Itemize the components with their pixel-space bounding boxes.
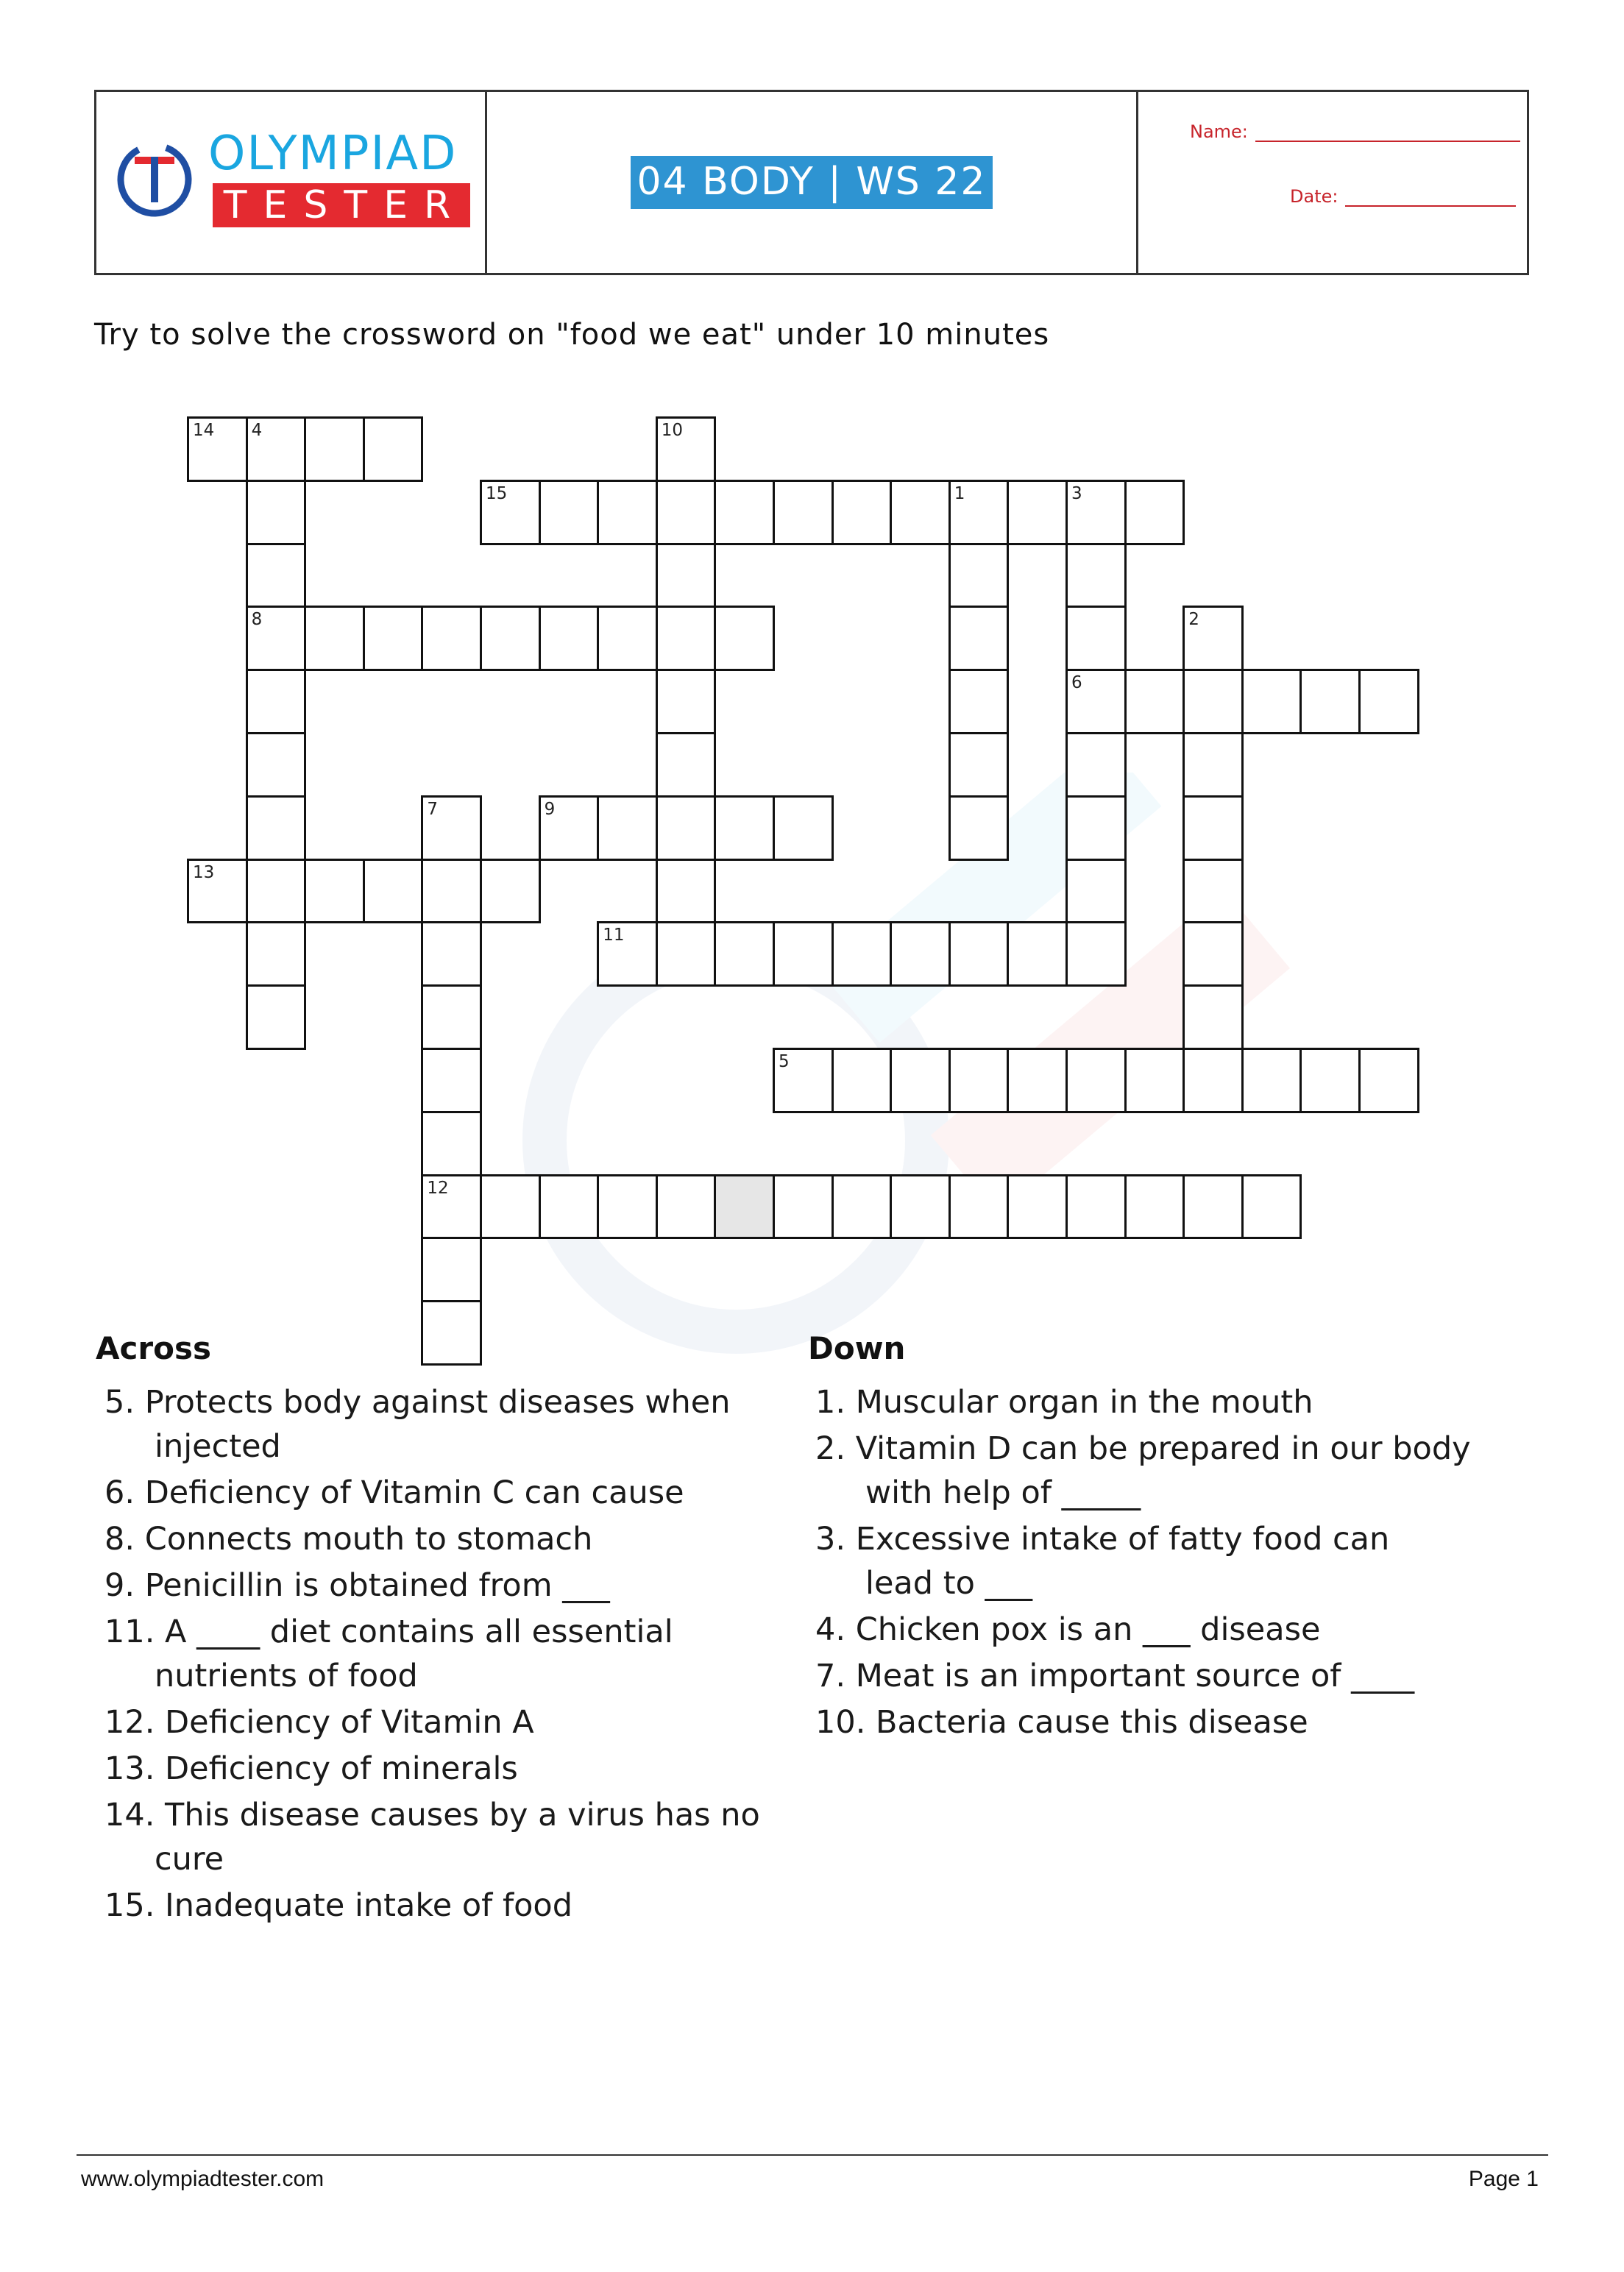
worksheet-header [94,90,1529,275]
crossword-cell[interactable] [1065,859,1127,924]
clue-item [815,1654,1522,1698]
crossword-cell[interactable] [948,1174,1010,1240]
crossword-cell[interactable] [1007,1048,1068,1113]
crossword-cell[interactable] [656,606,717,671]
crossword-cell[interactable] [890,480,951,545]
crossword-cell[interactable] [246,795,307,861]
crossword-cell[interactable] [656,543,717,608]
crossword-cell[interactable] [773,795,834,861]
crossword-cell[interactable] [1065,795,1127,861]
clue-text-continued: cure [155,1841,224,1878]
crossword-cell[interactable] [1299,1048,1361,1113]
crossword-cell[interactable] [246,859,307,924]
crossword-cell[interactable] [890,1048,951,1113]
clue-text: 4. Chicken pox is an ___ disease [815,1611,1321,1648]
clue-text: 1. Muscular organ in the mouth [815,1384,1313,1421]
crossword-cell[interactable] [714,1174,775,1240]
date-field[interactable] [1290,186,1516,207]
date-label: Date: [1290,186,1338,207]
crossword-cell[interactable] [480,480,541,545]
crossword-cell[interactable] [773,1048,834,1113]
crossword-cell[interactable] [480,1174,541,1240]
crossword-cell[interactable] [1124,480,1185,545]
crossword-cell[interactable] [597,480,658,545]
crossword-cell[interactable] [948,480,1010,545]
clue-number: 2 [1188,610,1199,630]
crossword-cell[interactable] [304,416,365,482]
crossword-cell[interactable] [187,416,248,482]
crossword-cell[interactable] [1182,984,1244,1050]
crossword-cell[interactable] [597,606,658,671]
clue-item [104,1700,796,1744]
crossword-cell[interactable] [1007,1174,1068,1240]
clue-number: 9 [544,799,556,819]
clue-number: 15 [486,483,508,503]
clue-text: 13. Deficiency of minerals [104,1750,518,1787]
crossword-cell[interactable] [714,921,775,987]
worksheet-title: 04 BODY | WS 22 [631,156,992,209]
footer-divider [77,2154,1548,2156]
crossword-cell[interactable] [539,480,600,545]
name-field[interactable] [1190,121,1520,142]
crossword-cell[interactable] [1065,732,1127,798]
clue-item [815,1380,1522,1424]
crossword-cell[interactable] [246,984,307,1050]
crossword-cell[interactable] [1065,543,1127,608]
clue-item [104,1517,796,1561]
clue-number: 13 [193,862,215,882]
crossword-cell[interactable] [363,416,424,482]
crossword-cell[interactable] [421,984,482,1050]
clue-text-continued: with help of _____ [865,1474,1141,1511]
crossword-cell[interactable] [1065,480,1127,545]
crossword-cell[interactable] [246,606,307,671]
crossword-cell[interactable] [304,859,365,924]
crossword-cell[interactable] [948,669,1010,734]
crossword-cell[interactable] [948,1048,1010,1113]
crossword-cell[interactable] [246,921,307,987]
clue-text: 2. Vitamin D can be prepared in our body [815,1430,1471,1467]
crossword-cell[interactable] [597,1174,658,1240]
clue-number: 8 [251,610,263,630]
crossword-cell[interactable] [246,732,307,798]
clue-number: 3 [1071,483,1082,503]
clue-text: 11. A ____ diet contains all essential [104,1614,673,1650]
crossword-cell[interactable] [1182,1174,1244,1240]
crossword-cell[interactable] [948,795,1010,861]
clue-item [104,1380,796,1469]
crossword-cell[interactable] [1358,669,1419,734]
clue-item [104,1793,796,1881]
clue-text: 7. Meat is an important source of ____ [815,1658,1415,1694]
instruction-text: Try to solve the crossword on "food we eat" under 10 minutes [94,318,1050,352]
crossword-cell[interactable] [597,921,658,987]
clue-number: 6 [1071,673,1082,693]
clue-number: 12 [427,1178,449,1198]
clue-text-continued: injected [155,1428,281,1465]
crossword-cell[interactable] [831,921,893,987]
crossword-cell[interactable] [1358,1048,1419,1113]
crossword-cell[interactable] [1182,1048,1244,1113]
clue-item [104,1471,796,1515]
clue-text: 9. Penicillin is obtained from ___ [104,1567,610,1604]
crossword-cell[interactable] [187,859,248,924]
clue-text: 5. Protects body against diseases when [104,1384,731,1421]
clue-text: 8. Connects mouth to stomach [104,1521,593,1558]
crossword-cell[interactable] [421,859,482,924]
clue-item [104,1884,796,1928]
crossword-cell[interactable] [1065,1048,1127,1113]
crossword-cell[interactable] [421,1111,482,1176]
crossword-cell[interactable] [421,921,482,987]
clue-text-continued: nutrients of food [155,1658,418,1694]
crossword-cell[interactable] [714,606,775,671]
crossword-cell[interactable] [421,606,482,671]
crossword-cell[interactable] [421,1300,482,1366]
clue-number: 10 [661,421,684,440]
crossword-cell[interactable] [656,480,717,545]
clue-number: 11 [603,926,625,945]
crossword-cell[interactable] [948,921,1010,987]
name-line[interactable] [1255,141,1520,142]
crossword-cell[interactable] [831,1174,893,1240]
crossword-cell[interactable] [948,543,1010,608]
crossword-cell[interactable] [421,1174,482,1240]
crossword-cell[interactable] [246,480,307,545]
crossword-cell[interactable] [421,1048,482,1113]
crossword-cell[interactable] [1241,1174,1302,1240]
crossword-cell[interactable] [480,606,541,671]
crossword-cell[interactable] [246,416,307,482]
crossword-cell[interactable] [656,921,717,987]
crossword-cell[interactable] [656,859,717,924]
clue-text-continued: lead to ___ [865,1565,1033,1602]
crossword-cell[interactable] [1182,795,1244,861]
crossword-cell[interactable] [1182,669,1244,734]
crossword-cell[interactable] [421,1237,482,1302]
crossword-cell[interactable] [656,732,717,798]
brand-name-bottom: TESTER [213,183,470,227]
crossword-cell[interactable] [363,606,424,671]
crossword-cell[interactable] [1007,921,1068,987]
down-title: Down [808,1330,906,1366]
crossword-cell[interactable] [1124,669,1185,734]
crossword-cell[interactable] [1182,859,1244,924]
crossword-cell[interactable] [363,859,424,924]
clue-text: 12. Deficiency of Vitamin A [104,1704,534,1741]
clue-number: 5 [779,1052,790,1071]
clue-number: 1 [954,483,965,503]
meta-cell [1138,92,1527,273]
title-cell [487,92,1138,273]
crossword-cell[interactable] [304,606,365,671]
crossword-cell[interactable] [1065,606,1127,671]
crossword-cell[interactable] [890,1174,951,1240]
crossword-cell[interactable] [597,795,658,861]
crossword-cell[interactable] [656,416,717,482]
logo-cell [96,92,487,273]
crossword-cell[interactable] [1124,1048,1185,1113]
crossword-cell[interactable] [1182,921,1244,987]
crossword-cell[interactable] [714,795,775,861]
clue-item [815,1427,1522,1515]
clue-text: 3. Excessive intake of fatty food can [815,1521,1390,1558]
date-line[interactable] [1345,205,1516,207]
olympiad-tester-logo-icon [114,139,195,220]
crossword-cell[interactable] [831,480,893,545]
crossword-cell[interactable] [539,1174,600,1240]
crossword-cell[interactable] [1182,606,1244,671]
crossword-cell[interactable] [656,1174,717,1240]
crossword-cell[interactable] [246,543,307,608]
crossword-cell[interactable] [656,669,717,734]
clue-item [815,1517,1522,1605]
crossword-cell[interactable] [831,1048,893,1113]
crossword-cell[interactable] [1299,669,1361,734]
clue-item [815,1608,1522,1652]
crossword-cell[interactable] [1182,732,1244,798]
clue-text: 15. Inadequate intake of food [104,1887,573,1924]
name-label: Name: [1190,121,1248,142]
clue-text: 14. This disease causes by a virus has no [104,1797,760,1833]
across-title: Across [96,1330,211,1366]
clue-number: 14 [193,421,215,440]
crossword-cell[interactable] [948,606,1010,671]
clue-number: 4 [251,421,263,440]
crossword-cell[interactable] [773,1174,834,1240]
footer-website: www.olympiadtester.com [81,2167,325,2191]
clue-item [104,1610,796,1698]
crossword-cell[interactable] [773,921,834,987]
crossword-cell[interactable] [1124,1174,1185,1240]
crossword-cell[interactable] [539,606,600,671]
clue-text: 10. Bacteria cause this disease [815,1704,1308,1741]
crossword-cell[interactable] [1241,669,1302,734]
clue-item [815,1700,1522,1744]
footer-page: Page 1 [1468,2167,1539,2191]
crossword-cell[interactable] [1065,921,1127,987]
crossword-cell[interactable] [948,732,1010,798]
crossword-cell[interactable] [1065,669,1127,734]
clue-text: 6. Deficiency of Vitamin C can cause [104,1474,684,1511]
crossword-cell[interactable] [246,669,307,734]
crossword-cell[interactable] [1007,480,1068,545]
crossword-cell[interactable] [1241,1048,1302,1113]
clue-number: 7 [427,799,439,819]
clue-item [104,1563,796,1608]
crossword-cell[interactable] [656,795,717,861]
crossword-cell[interactable] [714,480,775,545]
crossword-cell[interactable] [539,795,600,861]
brand-name-top: OLYMPIAD [208,127,458,181]
crossword-cell[interactable] [1065,1174,1127,1240]
crossword-cell[interactable] [773,480,834,545]
crossword-cell[interactable] [421,795,482,861]
clue-item [104,1747,796,1791]
crossword-cell[interactable] [890,921,951,987]
crossword-cell[interactable] [480,859,541,924]
